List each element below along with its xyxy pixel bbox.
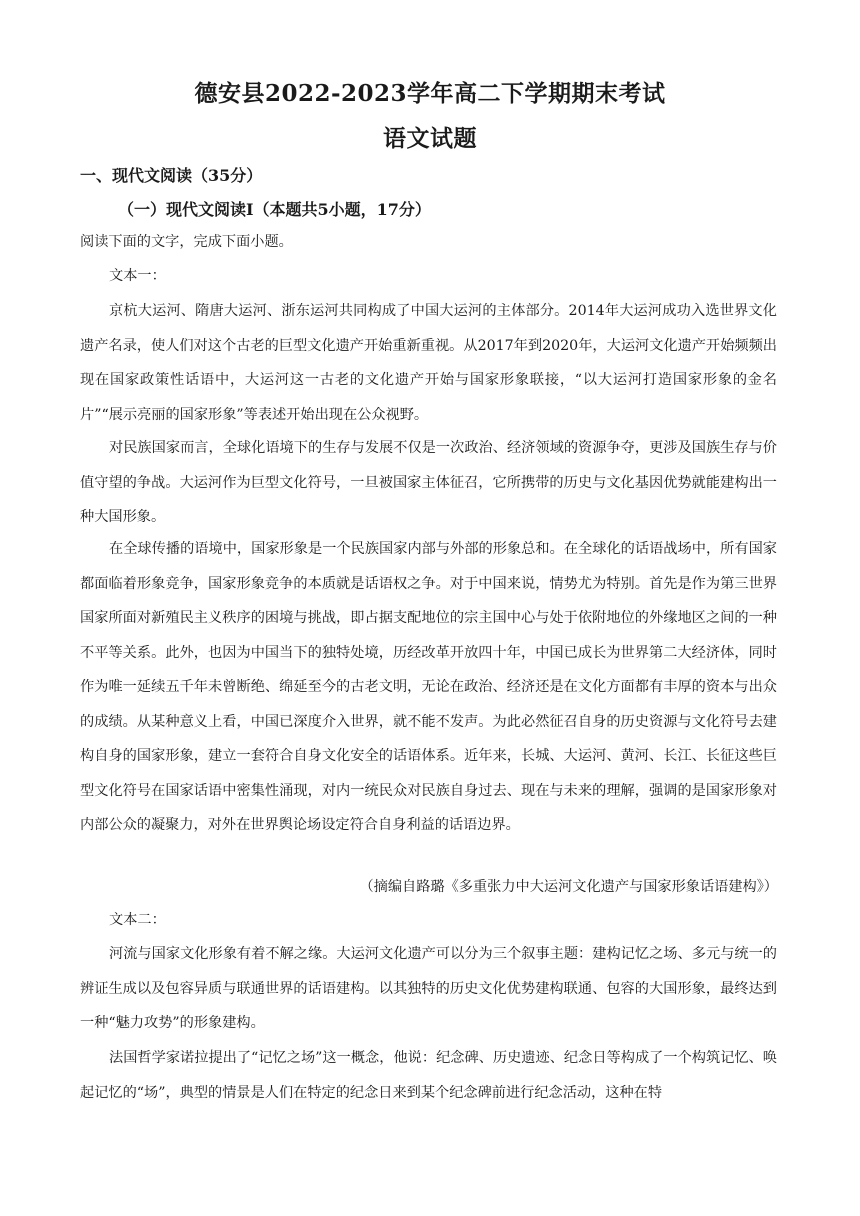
text2-label: 文本二： <box>109 912 166 928</box>
text2-paragraph: 法国哲学家诺拉提出了“记忆之场”这一概念，他说：纪念碑、历史遗迹、纪念日等构成了一个构筑记忆、唤起记忆的“场”，典型的情景是人们在特定的纪念日来到某个纪念碑前进行纪念活动，这种在特 <box>80 1050 777 1101</box>
exam-title: 德安县2022-2023学年高二下学期期末考试 <box>194 80 666 107</box>
text1-label: 文本一： <box>109 268 166 284</box>
subsection-heading: （一）现代文阅读Ⅰ（本题共5小题，17分） <box>118 200 431 219</box>
text1-paragraph: 在全球传播的语境中，国家形象是一个民族国家内部与外部的形象总和。在全球化的话语战场中，所有国家都面临着形象竞争，国家形象竞争的本质就是话语权之争。对于中国来说，情势尤为特别。首先是作为第三世界国家所面对新殖民主义秩序的困境与挑战，即占据支配地位的宗主国中心与处于依附地位的外缘地区之间的一种不平等关系。此外，也因为中国当下的独特处境，历经改革开放四十年，中国已成长为世界第二大经济体，同时作为唯一延续五千年未曾断绝、绵延至今的古老文明，无论在政治、经济还是在文化方面都有丰厚的资本与出众的成绩。从某种意义上看，中国已深度介入世界，就不能不发声。为此必然征召自身的历史资源与文化符号去建构自身的国家形象，建立一套符合自身文化安全的话语体系。近年来，长城、大运河、黄河、长江、长征这些巨型文化符号在国家话语中密集性涌现，对内一统民众对民族自身过去、现在与未来的理解，强调的是国家形象对内部公众的凝聚力，对外在世界舆论场设定符合自身利益的话语边界。 <box>80 541 777 833</box>
text1-paragraph: 对民族国家而言，全球化语境下的生存与发展不仅是一次政治、经济领域的资源争夺，更涉及国族生存与价值守望的争战。大运河作为巨型文化符号，一旦被国家主体征召，它所携带的历史与文化基因优势就能建构出一种大国形象。 <box>80 440 777 525</box>
text1-source-citation: （摘编自路璐《多重张力中大运河文化遗产与国家形象话语建构》） <box>359 879 778 895</box>
text2-paragraph: 河流与国家文化形象有着不解之缘。大运河文化遗产可以分为三个叙事主题：建构记忆之场、多元与统一的辨证生成以及包容异质与联通世界的话语建构。以其独特的历史文化优势建构联通、包容的大国形象，最终达到一种“魅力攻势”的形象建构。 <box>80 946 777 1031</box>
text1-paragraph: 京杭大运河、隋唐大运河、浙东运河共同构成了中国大运河的主体部分。2014年大运河成功入选世界文化遗产名录，使人们对这个古老的巨型文化遗产开始重新重视。从2017年到2020年，大运河文化遗产开始频频出现在国家政策性话语中，大运河这一古老的文化遗产开始与国家形象联接，“以大运河打造国家形象的金名片”“展示亮丽的国家形象”等表述开始出现在公众视野。 <box>80 303 777 423</box>
section-heading: 一、现代文阅读（35分） <box>80 166 263 185</box>
reading-instruction: 阅读下面的文字，完成下面小题。 <box>80 234 293 250</box>
exam-subtitle: 语文试题 <box>383 125 477 152</box>
